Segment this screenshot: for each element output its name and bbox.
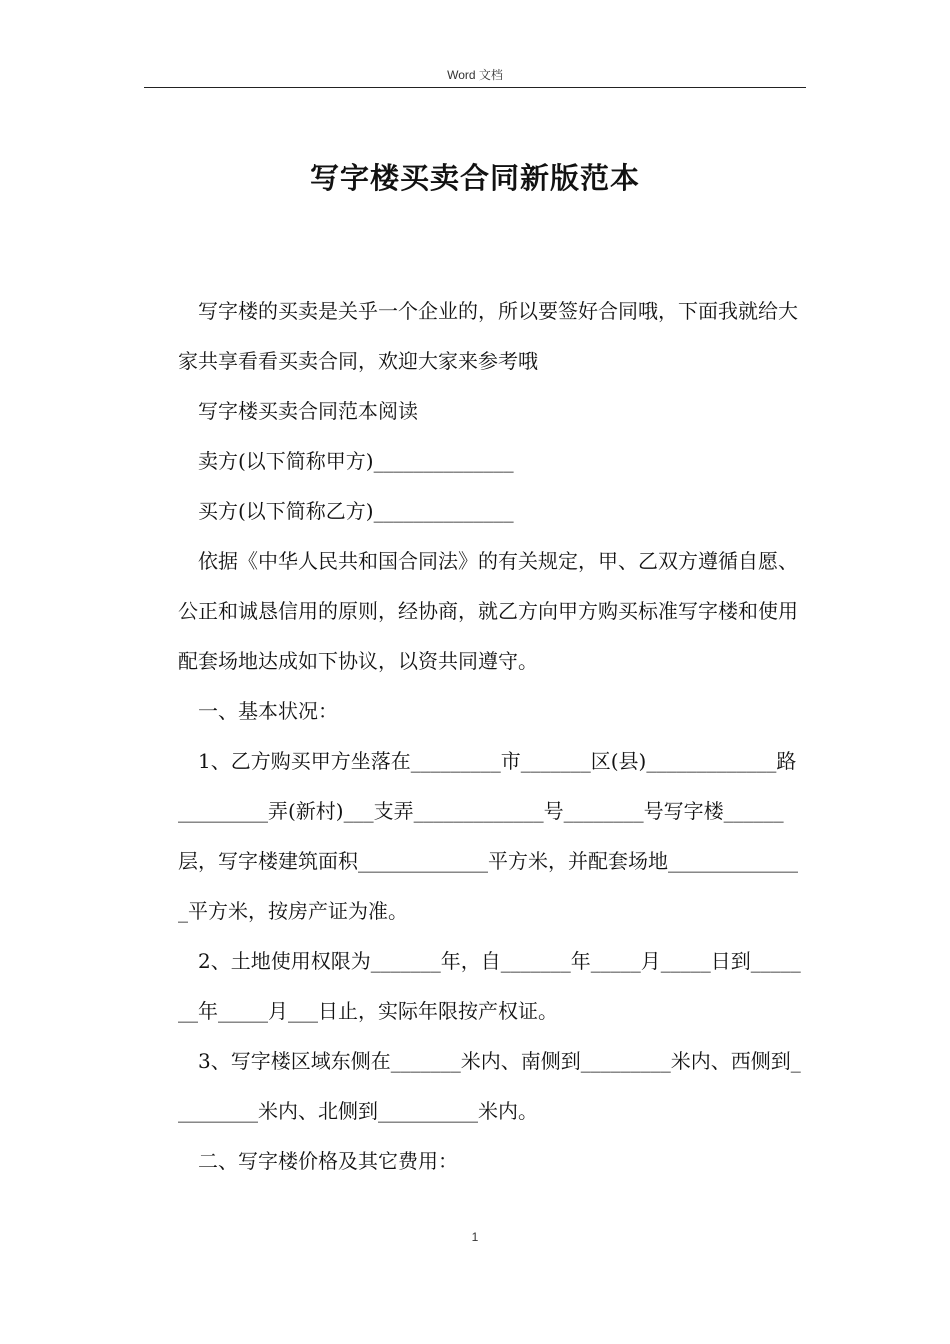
clause-2-land-use: 2、土地使用权限为_______年，自_______年_____月_____日到_______年_____月___日止，实际年限按产权证。 — [178, 949, 801, 1023]
paragraph-legal-basis: 依据《中华人民共和国合同法》的有关规定，甲、乙双方遵循自愿、公正和诚恳信用的原则，经协商，就乙方向甲方购买标准写字楼和使用配套场地达成如下协议，以资共同遵守。 — [178, 549, 798, 673]
paragraph-seller: 卖方(以下简称甲方)______________ — [198, 449, 514, 473]
paragraph-intro: 写字楼的买卖是关乎一个企业的，所以要签好合同哦，下面我就给大家共享看看买卖合同，欢迎大家来参考哦 — [178, 299, 798, 373]
page-number: 1 — [471, 1230, 479, 1244]
paragraph-buyer: 买方(以下简称乙方)______________ — [198, 499, 514, 523]
clause-1-location: 1、乙方购买甲方坐落在_________市_______区(县)_____________路_________弄(新村)___支弄_____________号________号写字楼______层，写字楼建筑面积_____________平方米，并配套场地______________平方米，按房产证为准。 — [178, 749, 798, 923]
page-header: Word 文档 — [447, 68, 503, 82]
section-heading-price: 二、写字楼价格及其它费用： — [198, 1149, 458, 1173]
section-heading-basic: 一、基本状况： — [198, 699, 338, 723]
document-title: 写字楼买卖合同新版范本 — [309, 161, 640, 195]
clause-3-boundaries: 3、写字楼区域东侧在_______米内、南侧到_________米内、西侧到_________米内、北侧到__________米内。 — [178, 1049, 801, 1123]
paragraph-subtitle: 写字楼买卖合同范本阅读 — [198, 399, 418, 423]
header-divider — [144, 87, 806, 88]
document-body — [178, 286, 804, 1186]
